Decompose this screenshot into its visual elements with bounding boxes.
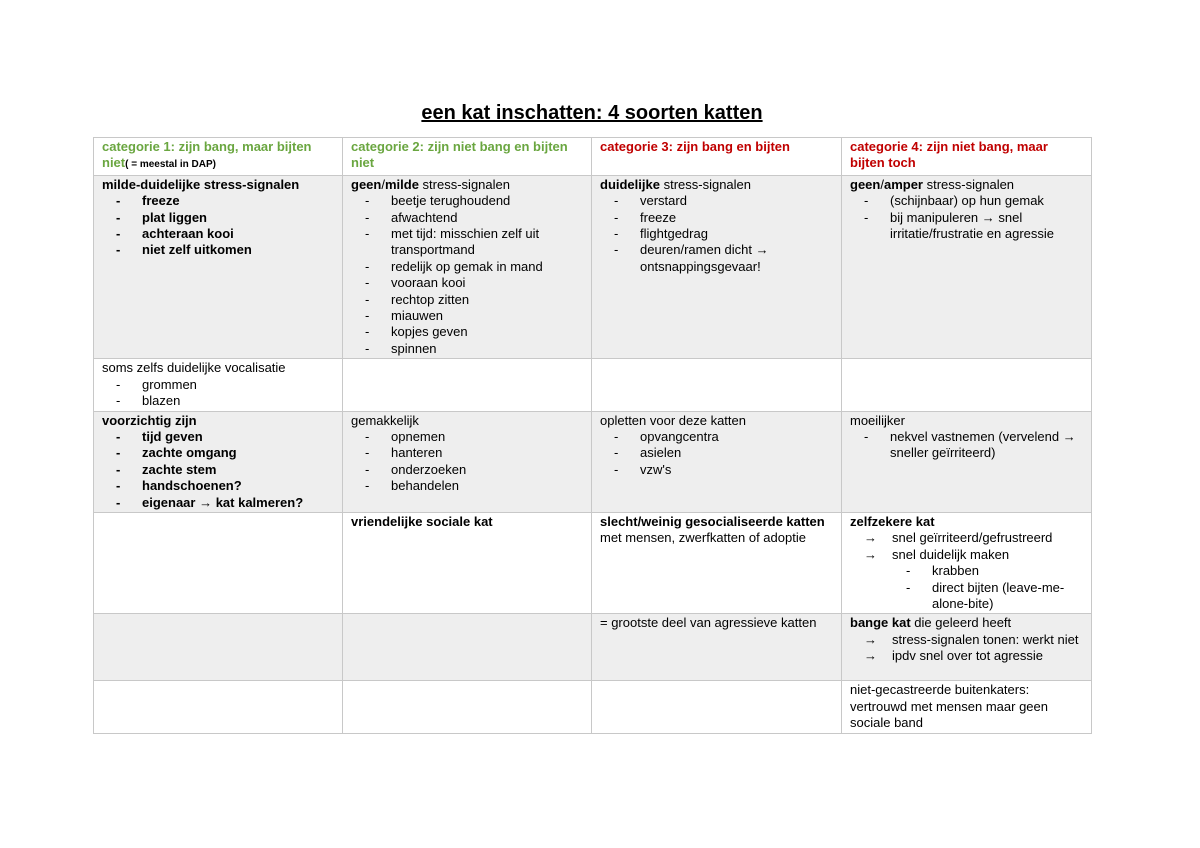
cell-text-rest: die geleerd heeft <box>910 615 1012 631</box>
cell-title-bold: duidelijke <box>600 176 660 192</box>
cell-r5-c2 <box>343 614 592 681</box>
list-item: - tijd geven <box>116 429 336 445</box>
cell-r4-c4 <box>842 512 1092 613</box>
list-item: - eigenaar → kat kalmeren? <box>116 495 336 511</box>
cell-title: soms zelfs duidelijke vocalisatie <box>102 360 286 376</box>
list-item: - hanteren <box>365 445 585 461</box>
list-item: - plat liggen <box>116 210 336 226</box>
arrow-list <box>850 530 1085 612</box>
list-item: - kopjes geven <box>365 324 585 340</box>
cell-r6-c3 <box>592 681 842 733</box>
cell-title: opletten voor deze katten <box>600 412 746 428</box>
list-item: - vooraan kooi <box>365 275 585 291</box>
cell-title-bold2: milde <box>384 176 419 192</box>
cell-title-sep: / <box>381 176 385 192</box>
cell-r1-c4 <box>842 175 1092 358</box>
list-item: - vzw's <box>614 462 835 478</box>
cell-title <box>351 177 585 193</box>
header-row <box>94 138 1092 176</box>
list-item: - afwachtend <box>365 210 585 226</box>
cell-title-bold: geen <box>351 176 382 192</box>
bullet-list <box>600 429 835 478</box>
cell-r2-c3 <box>592 359 842 411</box>
bullet-list <box>850 193 1085 242</box>
cell-text-bold: slecht/weinig gesocialiseerde katten <box>600 513 825 529</box>
list-item: - zachte omgang <box>116 445 336 461</box>
cell-r2-c1 <box>94 359 343 411</box>
cell-r2-c4 <box>842 359 1092 411</box>
header-cell-3 <box>592 138 842 176</box>
cell-title <box>600 177 835 193</box>
list-item: - flightgedrag <box>614 226 835 242</box>
cell-title-sep: / <box>880 176 884 192</box>
list-item: - spinnen <box>365 341 585 357</box>
cell-r1-c3 <box>592 175 842 358</box>
bullet-list <box>102 193 336 259</box>
header-cell-1 <box>94 138 343 176</box>
cell-title: vriendelijke sociale kat <box>351 513 493 529</box>
list-item: → ipdv snel over tot agressie <box>864 648 1085 664</box>
row-handling <box>94 411 1092 512</box>
cell-title <box>850 177 1085 193</box>
cell-r3-c1 <box>94 411 343 512</box>
row-cat-types <box>94 512 1092 613</box>
cell-r4-c1 <box>94 512 343 613</box>
cell-text <box>600 514 835 547</box>
list-item: - opvangcentra <box>614 429 835 445</box>
cell-r5-c4 <box>842 614 1092 681</box>
cell-r4-c2 <box>343 512 592 613</box>
document-title: een kat inschatten: 4 soorten katten <box>421 102 763 124</box>
cell-title-bold: geen <box>850 176 881 192</box>
list-item: - onderzoeken <box>365 462 585 478</box>
header-category-1: categorie 1: zijn bang, maar bijten niet <box>102 139 312 171</box>
cell-r3-c3 <box>592 411 842 512</box>
header-category-2: categorie 2: zijn niet bang en bijten niet <box>351 139 568 171</box>
bullet-list <box>850 429 1085 462</box>
list-item: - beetje terughoudend <box>365 193 585 209</box>
list-item: - rechtop zitten <box>365 292 585 308</box>
cell-title: gemakkelijk <box>351 412 419 428</box>
cell-title-rest: stress-signalen <box>923 176 1015 192</box>
bullet-list <box>600 193 835 275</box>
bullet-list <box>102 377 336 410</box>
bullet-list <box>351 429 585 495</box>
row-tomcats <box>94 681 1092 733</box>
cell-r6-c1 <box>94 681 343 733</box>
cell-text: niet-gecastreerde buitenkaters: vertrouwd met mensen maar geen sociale band <box>850 682 1048 731</box>
cell-r6-c2 <box>343 681 592 733</box>
cell-title: zelfzekere kat <box>850 513 935 529</box>
cell-title: milde-duidelijke stress-signalen <box>102 176 300 192</box>
list-item: - achteraan kooi <box>116 226 336 242</box>
cell-title-rest: stress-signalen <box>659 176 752 192</box>
header-category-1-note: ( = meestal in DAP) <box>125 159 216 171</box>
list-item: - opnemen <box>365 429 585 445</box>
list-item <box>864 547 1085 613</box>
list-item: - (schijnbaar) op hun gemak <box>864 193 1085 209</box>
cell-text <box>850 615 1085 631</box>
cell-r5-c1 <box>94 614 343 681</box>
list-item: → snel geïrriteerd/gefrustreerd <box>864 530 1085 546</box>
bullet-list <box>102 429 336 511</box>
cell-text-rest: met mensen, zwerfkatten of adoptie <box>600 530 806 546</box>
cell-title-rest: stress-signalen <box>418 176 510 192</box>
cell-r3-c2 <box>343 411 592 512</box>
list-item: - verstard <box>614 193 835 209</box>
cell-title-bold2: amper <box>883 176 923 192</box>
cell-title: voorzichtig zijn <box>102 412 197 428</box>
list-item: - redelijk op gemak in mand <box>365 259 585 275</box>
list-item: - krabben <box>906 563 1085 579</box>
list-item: - miauwen <box>365 308 585 324</box>
list-item: - direct bijten (leave-me-alone-bite) <box>906 580 1085 613</box>
arrow-list <box>850 632 1085 665</box>
list-item: - freeze <box>614 210 835 226</box>
cell-text-bold: bange kat <box>850 615 911 631</box>
list-item: - asielen <box>614 445 835 461</box>
list-item-text: snel duidelijk maken <box>892 546 1010 562</box>
sub-bullet-list <box>892 563 1085 612</box>
cell-r2-c2 <box>343 359 592 411</box>
cell-r4-c3 <box>592 512 842 613</box>
list-item: - grommen <box>116 377 336 393</box>
header-category-4: categorie 4: zijn niet bang, maar bijten toch <box>850 139 1048 171</box>
list-item: - bij manipuleren → snel irritatie/frustratie en agressie <box>864 210 1085 243</box>
cell-r3-c4 <box>842 411 1092 512</box>
list-item: - behandelen <box>365 478 585 494</box>
cell-r1-c1 <box>94 175 343 358</box>
row-aggression <box>94 614 1092 681</box>
cell-title: moeilijker <box>850 412 905 428</box>
list-item: - freeze <box>116 193 336 209</box>
cell-text: = grootste deel van agressieve katten <box>600 615 817 631</box>
bullet-list <box>351 193 585 357</box>
header-cell-2 <box>343 138 592 176</box>
list-item: - handschoenen? <box>116 478 336 494</box>
list-item: - zachte stem <box>116 462 336 478</box>
cell-r1-c2 <box>343 175 592 358</box>
row-vocalisation <box>94 359 1092 411</box>
cat-categories-table <box>93 137 1092 734</box>
list-item: - met tijd: misschien zelf uit transportmand <box>365 226 585 259</box>
list-item: → stress-signalen tonen: werkt niet <box>864 632 1085 648</box>
list-item: - deuren/ramen dicht → ontsnappingsgevaar! <box>614 242 835 275</box>
cell-r5-c3 <box>592 614 842 681</box>
list-item: - nekvel vastnemen (vervelend → sneller geïrriteerd) <box>864 429 1085 462</box>
header-cell-4 <box>842 138 1092 176</box>
cell-r6-c4 <box>842 681 1092 733</box>
list-item: - niet zelf uitkomen <box>116 242 336 258</box>
row-stress-signals <box>94 175 1092 358</box>
list-item: - blazen <box>116 393 336 409</box>
header-category-3: categorie 3: zijn bang en bijten <box>600 139 790 154</box>
